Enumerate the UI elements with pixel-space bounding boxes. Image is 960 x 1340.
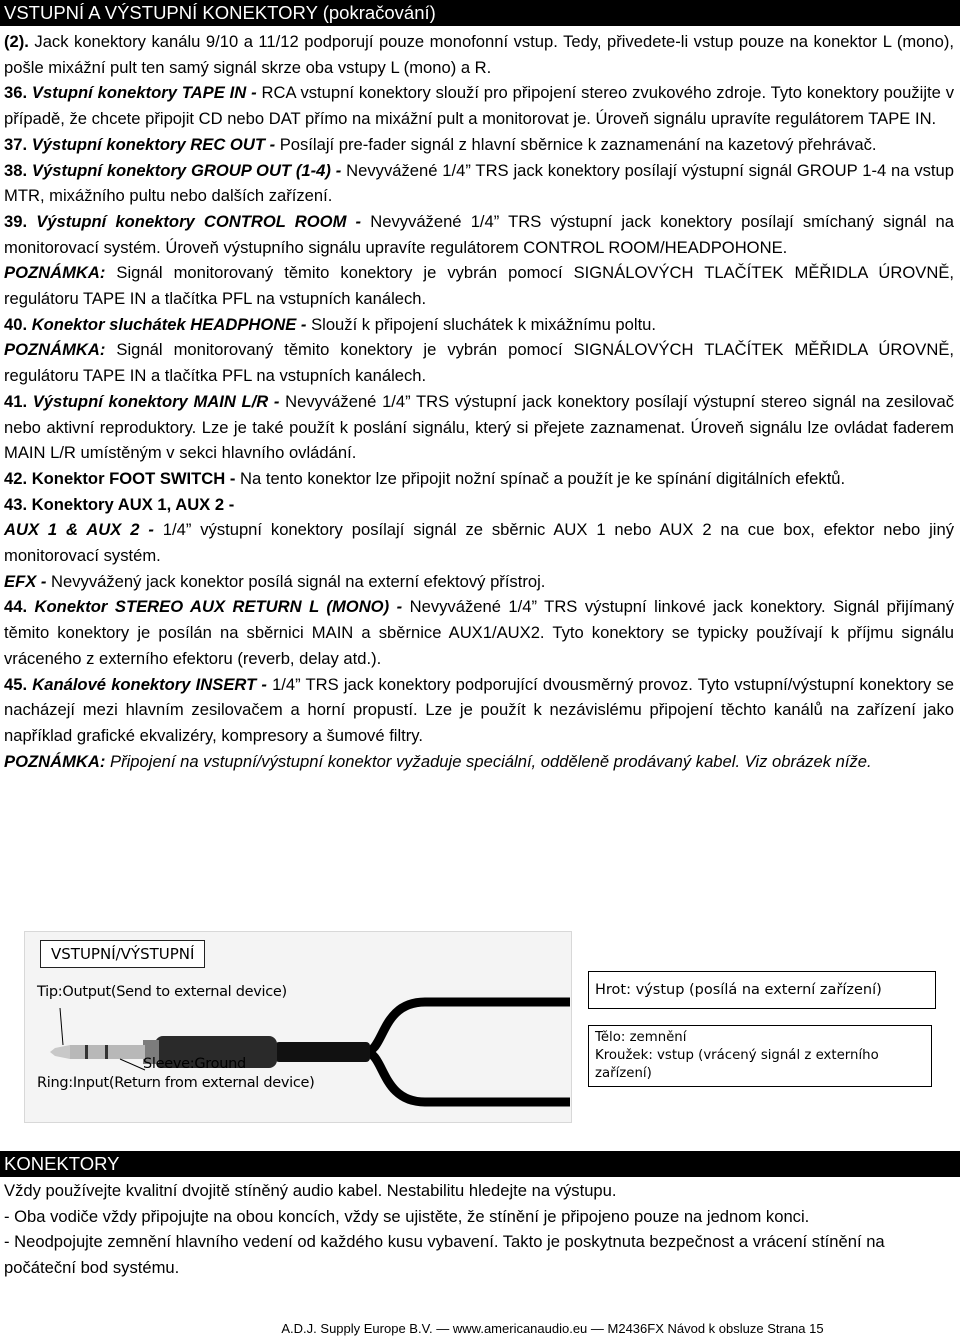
paragraph-43-efx — [4, 569, 954, 595]
paragraph-39 — [4, 209, 954, 260]
paragraph-36 — [4, 80, 954, 131]
paragraph-37 — [4, 132, 954, 158]
item-number: 40. — [4, 314, 28, 334]
konektory-line-3: - Neodpojujte zemnění hlavního vedení od každého kusu vybavení. Takto je poskytnuta bezpečnost a vrácení stínění na počáteční bod systému. — [4, 1232, 885, 1278]
item-text: Nevyvážené 1/4” TRS jack konektory posílají výstupní signál GROUP 1-4 na vstup MTR, mixážního pultu nebo dalších zařízení. — [4, 160, 955, 206]
item-number: 37. — [4, 134, 28, 154]
item-title: Kanálové konektory INSERT - — [27, 674, 267, 694]
item-text: Nevyvážené 1/4” TRS výstupní jack konektory posílají smíchaný signál na monitorovací systém. Úroveň výstupního signálu upravíte regulátorem CONTROL ROOM/HEADPOHONE. — [4, 211, 954, 257]
note-label: POZNÁMKA: — [4, 340, 106, 360]
item-number: 42. — [4, 468, 28, 488]
item-text: 1/4” TRS jack konektory podporující dvousměrný provoz. Tyto vstupní/výstupní konektory se nacházejí mezi hlavním zesilovačem a horní propustí. Lze je použít k nezávislému připojení těchto kanálů na zařízení jako například grafické ekvalizéry, kompresory a šumové filtry. — [4, 674, 954, 745]
note-c — [4, 749, 954, 775]
item-title: Výstupní konektory CONTROL ROOM - — [27, 211, 362, 231]
callout-sleeve: Tělo: zemnění — [595, 1030, 687, 1045]
item-text: Nevyvážené 1/4” TRS výstupní jack konektory posílají výstupní stereo signál na zesilovač nebo aktivní reproduktory. Lze je také použít k poslání signálu, který si přejete zaznamenat. Úroveň signálu lze ovládat faderem MAIN L/R umístěným v sekci hlavního ovládání. — [4, 391, 954, 463]
item-title: Výstupní konektory REC OUT - — [27, 134, 276, 154]
item-title: AUX 1 & AUX 2 - — [4, 520, 154, 540]
paragraph-2 — [4, 29, 954, 80]
paragraph-43-aux — [4, 517, 954, 568]
konektory-text — [4, 1178, 954, 1281]
figure-title: VSTUPNÍ/VÝSTUPNÍ — [40, 940, 205, 968]
insert-cable-figure — [24, 931, 954, 1127]
note-b — [4, 337, 954, 388]
page-footer: A.D.J. Supply Europe B.V. — www.americanaudio.eu — M2436FX Návod k obsluze Strana 15 — [281, 1321, 824, 1336]
note-label: POZNÁMKA: — [4, 751, 106, 771]
note-text: Signál monitorovaný těmito konektory je vybrán pomocí SIGNÁLOVÝCH TLAČÍTEK MĚŘIDLA ÚROVNĚ, regulátoru TAPE IN a tlačítka PFL na vstupních kanálech. — [4, 340, 954, 386]
tip-label: Tip:Output(Send to external device) — [37, 984, 287, 1000]
callout-sleeve-ring — [588, 1025, 932, 1087]
paragraph-43 — [4, 492, 954, 518]
item-title: 43. Konektory AUX 1, AUX 2 - — [4, 494, 235, 514]
item-number: 44. — [4, 597, 28, 617]
item-title: Výstupní konektory MAIN L/R - — [27, 391, 280, 411]
cable-photo — [24, 931, 572, 1123]
item-number: 41. — [4, 391, 28, 411]
item-title: Výstupní konektory GROUP OUT (1-4) - — [27, 160, 342, 180]
section-header: VSTUPNÍ A VÝSTUPNÍ KONEKTORY (pokračování) — [0, 0, 960, 26]
callout-ring: Kroužek: vstup (vrácený signál z externího zařízení) — [595, 1048, 879, 1081]
item-text: Posílají pre-fader signál z hlavní sběrnice k zaznamenání na kazetový přehrávač. — [275, 134, 877, 154]
sleeve-label: Sleeve:Ground — [143, 1056, 246, 1072]
callout-tip: Hrot: výstup (posílá na externí zařízení) — [588, 971, 936, 1009]
item-number: 36. — [4, 83, 28, 103]
item-title: EFX - — [4, 571, 47, 591]
paragraph-45 — [4, 672, 954, 749]
item-title: Konektor STEREO AUX RETURN L (MONO) - — [27, 597, 403, 617]
item-text: 1/4” výstupní konektory posílají signál ze sběrnic AUX 1 nebo AUX 2 na cue box, efektor nebo jiný monitorovací systém. — [4, 520, 954, 566]
item-text: RCA vstupní konektory slouží pro připojení stereo zvukového zdroje. Tyto konektory použijte v případě, že chcete připojit CD nebo DAT přímo na mixážní pult a monitorovat je. Úroveň signálu upravíte regulátorem TAPE IN. — [4, 83, 955, 129]
note-label: POZNÁMKA: — [4, 263, 106, 283]
item-text: Slouží k připojení sluchátek k mixážnímu poltu. — [306, 314, 657, 334]
konektory-line-2: - Oba vodiče vždy připojujte na obou koncích, vždy se ujistěte, že stínění je připojeno pouze na jednom konci. — [4, 1206, 810, 1226]
item-title: Konektor sluchátek HEADPHONE - — [27, 314, 307, 334]
paragraph-42 — [4, 466, 954, 492]
paragraph-41 — [4, 389, 954, 466]
item-text: Nevyvážený jack konektor posílá signál na externí efektový přístroj. — [46, 571, 546, 591]
note-text: Signál monitorovaný těmito konektory je vybrán pomocí SIGNÁLOVÝCH TLAČÍTEK MĚŘIDLA ÚROVNĚ, regulátoru TAPE IN a tlačítka PFL na vstupních kanálech. — [4, 263, 954, 309]
item-text: Na tento konektor lze připojit nožní spínač a použít je ke spínání digitálních efektů. — [235, 468, 846, 488]
item-number: (2). — [4, 32, 29, 51]
item-title: Vstupní konektory TAPE IN - — [27, 83, 257, 103]
paragraph-44 — [4, 594, 954, 671]
konektory-header: KONEKTORY — [0, 1151, 960, 1177]
konektory-line-1: Vždy používejte kvalitní dvojitě stíněný audio kabel. Nestabilitu hledejte na výstupu. — [4, 1181, 617, 1200]
note-text: Připojení na vstupní/výstupní konektor vyžaduje speciální, odděleně prodávaný kabel. Viz obrázek níže. — [105, 751, 872, 771]
item-number: 45. — [4, 674, 28, 694]
ring-label: Ring:Input(Return from external device) — [37, 1075, 315, 1091]
paragraph-38 — [4, 158, 954, 209]
item-number: 39. — [4, 211, 28, 231]
note-a — [4, 260, 954, 311]
paragraph-40 — [4, 312, 954, 338]
item-text: Nevyvážené 1/4” TRS výstupní linkové jack konektory. Signál přijímaný těmito konektory je posílán na sběrnici MAIN a sběrnice AUX1/AUX2. Tyto konektory se typicky používají k příjmu signálu vráceného z externího efektoru (reverb, delay atd.). — [4, 597, 954, 668]
body-text — [4, 29, 954, 774]
item-title: Konektor FOOT SWITCH - — [27, 468, 236, 488]
item-number: 38. — [4, 160, 28, 180]
item-text: Jack konektory kanálu 9/10 a 11/12 podporují pouze monofonní vstup. Tedy, přivedete-li vstup pouze na konektor L (mono), pošle mixážní pult ten samý signál skrze oba vstupy L (mono) a R. — [4, 32, 954, 77]
